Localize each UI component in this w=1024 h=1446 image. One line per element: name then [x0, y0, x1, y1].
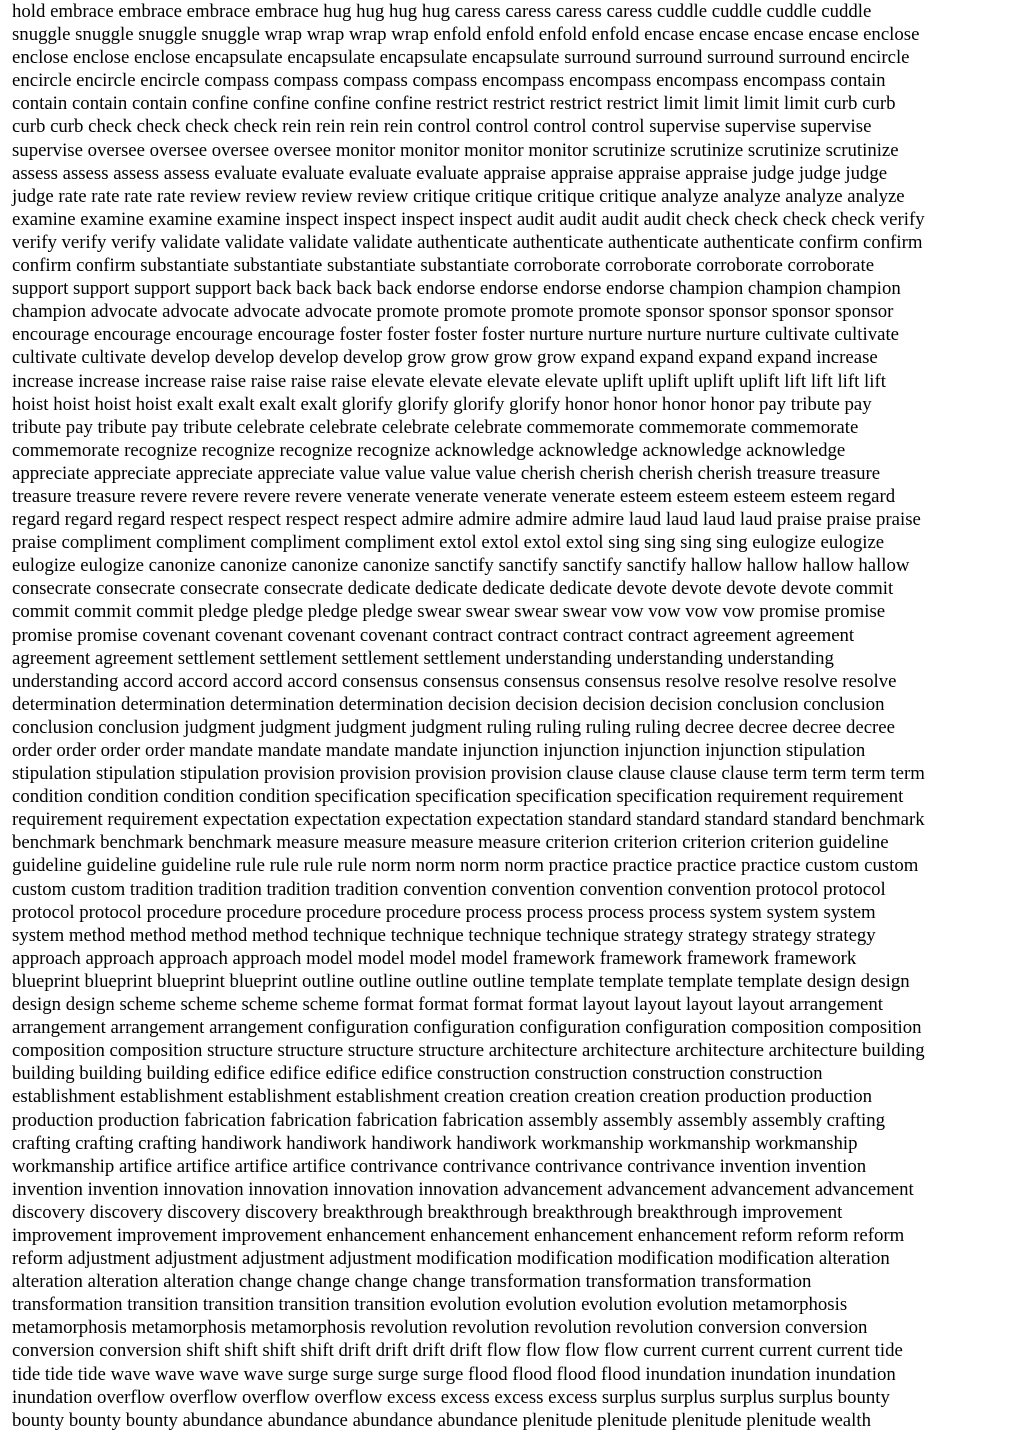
text-line: champion advocate advocate advocate advocate promote promote promote promote sponsor sponsor sponsor sponsor	[12, 301, 894, 323]
text-line: invention invention innovation innovation innovation innovation advancement advancement advancement advancement	[12, 1178, 914, 1200]
text-line: enclose enclose enclose encapsulate encapsulate encapsulate encapsulate surround surround surround surround encircle	[12, 47, 910, 69]
text-line: guideline guideline guideline rule rule rule rule norm norm norm norm practice practice practice practice custom custom	[12, 855, 919, 877]
text-line: appreciate appreciate appreciate appreciate value value value value cherish cherish cherish cherish treasure treasure	[12, 462, 881, 484]
text-line: agreement agreement settlement settlement settlement settlement understanding understanding understanding	[12, 647, 834, 669]
text-line: establishment establishment establishment establishment creation creation creation creation production production	[12, 1086, 873, 1108]
text-line: workmanship artifice artifice artifice artifice contrivance contrivance contrivance contrivance invention invention	[12, 1155, 867, 1177]
text-line: arrangement arrangement arrangement configuration configuration configuration configuration composition composition	[12, 1017, 922, 1039]
text-line: encircle encircle encircle compass compass compass compass encompass encompass encompass encompass contain	[12, 70, 886, 92]
text-line: determination determination determination determination decision decision decision decision conclusion conclusion	[12, 693, 885, 715]
text-line: verify verify verify validate validate validate validate authenticate authenticate authenticate authenticate confirm confirm	[12, 231, 923, 253]
text-line: blueprint blueprint blueprint blueprint outline outline outline outline template template template template design design	[12, 970, 910, 992]
text-line: inundation overflow overflow overflow overflow excess excess excess excess surplus surplus surplus surplus bounty	[12, 1386, 890, 1408]
text-line: conversion conversion shift shift shift shift drift drift drift drift flow flow flow flow current current current current tide	[12, 1340, 903, 1362]
text-line: conclusion conclusion judgment judgment judgment judgment ruling ruling ruling ruling decree decree decree decree	[12, 716, 895, 738]
text-line: approach approach approach approach model model model model framework framework framework framework	[12, 947, 857, 969]
text-line: judge rate rate rate rate review review review review critique critique critique critique analyze analyze analyze analyze	[12, 185, 905, 207]
text-line: curb curb check check check check rein rein rein rein control control control control supervise supervise supervise	[12, 116, 872, 138]
text-line: understanding accord accord accord accord consensus consensus consensus consensus resolve resolve resolve resolve	[12, 670, 897, 692]
text-line: treasure treasure revere revere revere revere venerate venerate venerate venerate esteem esteem esteem esteem regard	[12, 485, 896, 507]
text-line: praise compliment compliment compliment compliment extol extol extol extol sing sing sing sing eulogize eulogize	[12, 532, 885, 554]
text-line: improvement improvement improvement enhancement enhancement enhancement enhancement reform reform reform	[12, 1224, 905, 1246]
text-line: hold embrace embrace embrace embrace hug hug hug hug caress caress caress caress cuddle cuddle cuddle cuddle	[12, 1, 872, 22]
text-line: consecrate consecrate consecrate consecrate dedicate dedicate dedicate dedicate devote devote devote devote commit	[12, 578, 894, 600]
text-line: regard regard regard respect respect respect respect admire admire admire admire laud laud laud laud praise praise praise	[12, 509, 921, 531]
text-line: discovery discovery discovery discovery breakthrough breakthrough breakthrough breakthrough improvement	[12, 1201, 843, 1223]
text-line: crafting crafting crafting handiwork handiwork handiwork handiwork workmanship workmanship workmanship	[12, 1132, 858, 1154]
text-line: tide tide tide wave wave wave wave surge surge surge surge flood flood flood flood inundation inundation inundation	[12, 1363, 896, 1385]
text-line: tribute pay tribute pay tribute celebrate celebrate celebrate celebrate commemorate commemorate commemorate	[12, 416, 859, 438]
text-line: production production fabrication fabrication fabrication fabrication assembly assembly assembly assembly crafting	[12, 1109, 886, 1131]
text-line: bounty bounty bounty abundance abundance abundance abundance plenitude plenitude plenitude plenitude wealth	[12, 1409, 871, 1431]
text-line: composition composition structure structure structure structure architecture architecture architecture architecture building	[12, 1040, 925, 1062]
text-line: supervise oversee oversee oversee oversee monitor monitor monitor monitor scrutinize scrutinize scrutinize scrutinize	[12, 139, 899, 161]
text-line: order order order order mandate mandate mandate mandate injunction injunction injunction injunction stipulation	[12, 740, 866, 761]
text-line: commemorate recognize recognize recognize recognize acknowledge acknowledge acknowledge acknowledge	[12, 439, 846, 461]
text-line: support support support support back back back back endorse endorse endorse endorse champion champion champion	[12, 278, 901, 300]
text-line: assess assess assess assess evaluate evaluate evaluate evaluate appraise appraise appraise appraise judge judge judge	[12, 162, 888, 184]
text-line: stipulation stipulation stipulation provision provision provision provision clause clause clause clause term term term term	[12, 763, 925, 785]
text-line: increase increase increase raise raise raise raise elevate elevate elevate elevate uplift uplift uplift uplift lift lift lift lift	[12, 370, 886, 392]
text-line: reform adjustment adjustment adjustment adjustment modification modification modification modification alteration	[12, 1248, 890, 1270]
text-line: protocol protocol procedure procedure procedure procedure process process process process system system system	[12, 901, 876, 923]
text-line: eulogize eulogize canonize canonize canonize canonize sanctify sanctify sanctify sanctify hallow hallow hallow hallow	[12, 555, 910, 577]
text-line: design design scheme scheme scheme scheme format format format format layout layout layout layout arrangement	[12, 994, 883, 1016]
text-line: requirement requirement expectation expectation expectation expectation standard standard standard standard benchmark	[12, 809, 925, 831]
text-line: promise promise covenant covenant covenant covenant contract contract contract contract agreement agreement	[12, 624, 855, 646]
text-line: confirm confirm substantiate substantiate substantiate substantiate corroborate corroborate corroborate corroborate	[12, 255, 875, 277]
text-line: benchmark benchmark benchmark measure measure measure measure criterion criterion criterion criterion guideline	[12, 832, 889, 854]
text-line: building building building edifice edifice edifice edifice construction construction construction construction	[12, 1063, 823, 1085]
text-line: cultivate cultivate develop develop develop develop grow grow grow grow expand expand expand expand increase	[12, 347, 878, 369]
text-line: encourage encourage encourage encourage foster foster foster foster nurture nurture nurture nurture cultivate cultivate	[12, 324, 899, 346]
text-line: snuggle snuggle snuggle snuggle wrap wrap wrap wrap enfold enfold enfold enfold encase encase encase encase enclose	[12, 24, 920, 46]
text-line: transformation transition transition transition transition evolution evolution evolution evolution metamorphosis	[12, 1294, 848, 1316]
text-line: custom custom tradition tradition tradition tradition convention convention convention convention protocol protocol	[12, 878, 886, 900]
text-line: metamorphosis metamorphosis metamorphosis revolution revolution revolution revolution conversion conversion	[12, 1317, 868, 1339]
text-line: alteration alteration alteration change change change change transformation transformation transformation	[12, 1271, 812, 1293]
text-line: examine examine examine examine inspect inspect inspect inspect audit audit audit audit check check check check verify	[12, 208, 925, 230]
text-line: hoist hoist hoist hoist exalt exalt exalt exalt glorify glorify glorify glorify honor honor honor honor pay tribute pay	[12, 393, 872, 415]
text-line: system method method method method technique technique technique technique strategy strategy strategy strategy	[12, 924, 876, 946]
text-line: condition condition condition condition specification specification specification specification requirement requirement	[12, 786, 904, 808]
body-text	[12, 0, 1018, 1432]
text-line: commit commit commit pledge pledge pledge pledge swear swear swear swear vow vow vow vow promise promise	[12, 601, 886, 623]
text-line: contain contain contain confine confine confine confine restrict restrict restrict restrict limit limit limit limit curb curb	[12, 93, 896, 115]
